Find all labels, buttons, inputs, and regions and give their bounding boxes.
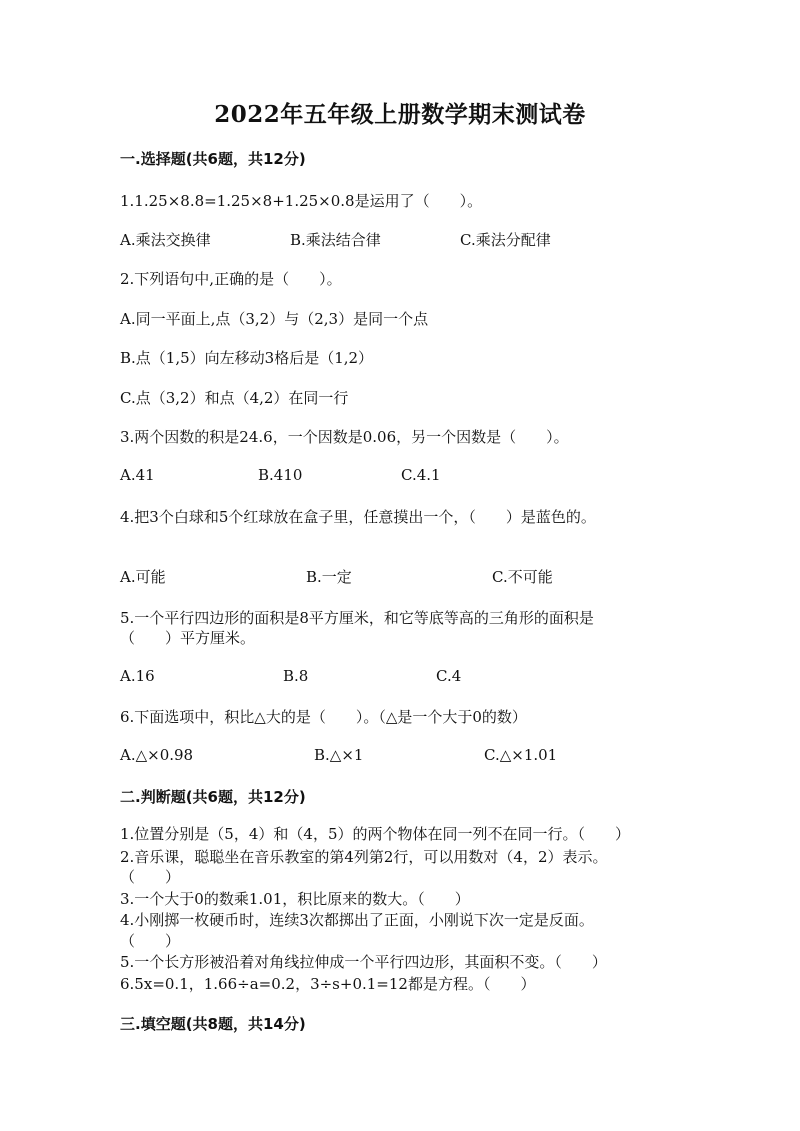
judge-item-2-bracket: （ ） xyxy=(120,868,181,886)
judge-item-3: 3.一个大于0的数乘1.01，积比原来的数大。（ ） xyxy=(120,890,470,908)
q1-option-b: B.乘法结合律 xyxy=(290,231,381,249)
judge-item-4: 4.小刚掷一枚硬币时，连续3次都掷出了正面，小刚说下次一定是反面。 xyxy=(120,911,594,929)
section-heading-judge: 二.判断题(共6题，共12分) xyxy=(120,788,306,806)
q3-option-b: B.410 xyxy=(258,466,303,484)
question-5-line-2: （ ）平方厘米。 xyxy=(120,629,256,647)
question-4: 4.把3个白球和5个红球放在盒子里，任意摸出一个，（ ）是蓝色的。 xyxy=(120,508,596,526)
q4-option-c: C.不可能 xyxy=(492,568,553,586)
judge-item-6: 6.5x=0.1，1.66÷a=0.2，3÷s+0.1=12都是方程。（ ） xyxy=(120,975,536,993)
judge-item-5: 5.一个长方形被沿着对角线拉伸成一个平行四边形，其面积不变。（ ） xyxy=(120,953,607,971)
question-2: 2.下列语句中,正确的是（ ）。 xyxy=(120,270,342,288)
judge-item-1: 1.位置分别是（5，4）和（4，5）的两个物体在同一列不在同一行。（ ） xyxy=(120,825,630,843)
judge-item-4-bracket: （ ） xyxy=(120,932,181,950)
q2-option-c: C.点（3,2）和点（4,2）在同一行 xyxy=(120,389,349,407)
q6-option-b: B.△×1 xyxy=(314,746,364,764)
q5-option-b: B.8 xyxy=(283,667,309,685)
q1-option-c: C.乘法分配律 xyxy=(460,231,551,249)
q2-option-b: B.点（1,5）向左移动3格后是（1,2） xyxy=(120,349,374,367)
judge-item-2: 2.音乐课，聪聪坐在音乐教室的第4列第2行，可以用数对（4，2）表示。 xyxy=(120,848,608,866)
q3-option-c: C.4.1 xyxy=(401,466,441,484)
page-title: 2022年五年级上册数学期末测试卷 xyxy=(214,101,586,128)
q2-option-a: A.同一平面上,点（3,2）与（2,3）是同一个点 xyxy=(120,310,429,328)
q4-option-a: A.可能 xyxy=(120,568,166,586)
q6-option-c: C.△×1.01 xyxy=(484,746,558,764)
question-6: 6.下面选项中，积比△大的是（ ）。（△是一个大于0的数） xyxy=(120,708,527,726)
question-3: 3.两个因数的积是24.6，一个因数是0.06，另一个因数是（ ）。 xyxy=(120,428,569,446)
q5-option-a: A.16 xyxy=(120,667,155,685)
section-heading-fill: 三.填空题(共8题，共14分) xyxy=(120,1015,306,1033)
q1-option-a: A.乘法交换律 xyxy=(120,231,211,249)
q6-option-a: A.△×0.98 xyxy=(120,746,194,764)
question-1: 1.1.25×8.8=1.25×8+1.25×0.8是运用了（ ）。 xyxy=(120,192,483,210)
q5-option-c: C.4 xyxy=(436,667,462,685)
section-heading-choice: 一.选择题(共6题，共12分) xyxy=(120,150,306,168)
question-5-line-1: 5.一个平行四边形的面积是8平方厘米，和它等底等高的三角形的面积是 xyxy=(120,609,594,627)
q4-option-b: B.一定 xyxy=(306,568,352,586)
q3-option-a: A.41 xyxy=(120,466,155,484)
